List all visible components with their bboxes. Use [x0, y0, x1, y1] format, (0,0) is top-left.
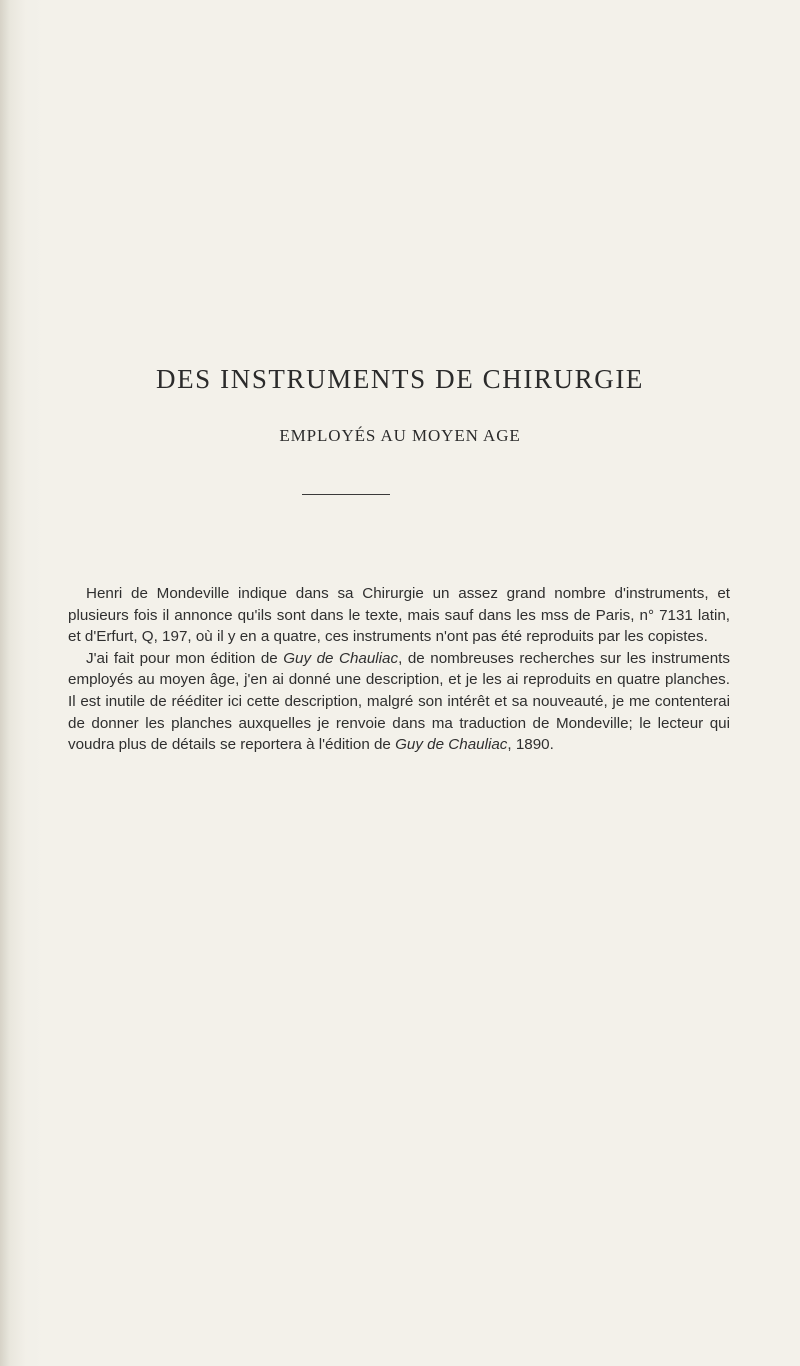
paragraph-2-text-c: , 1890.: [507, 736, 554, 754]
book-title-guy-de-chauliac-2: Guy de Chauliac: [395, 736, 508, 754]
page-subtitle: EMPLOYÉS AU MOYEN AGE: [279, 426, 521, 445]
body-text: [68, 583, 730, 756]
page-title: DES INSTRUMENTS DE CHIRURGIE: [155, 364, 645, 394]
paragraph-1: Henri de Mondeville indique dans sa Chirurgie un assez grand nombre d'instruments, et plusieurs fois il annonce qu'ils sont dans le texte, mais sauf dans les mss de Paris, n° 7131 latin, et d'Erfurt, Q, 197, où il y en a quatre, ces instruments n'ont pas été reproduits par les copistes.: [68, 585, 730, 646]
paragraph-2-text-b: , de nombreuses recherches sur les instruments employés au moyen âge, j'en ai donné une description, et je les ai reproduits en quatre planches. Il est inutile de rééditer ici cette description, malgré son intérêt et sa nouveauté, je me contenterai de donner les planches auxquelles je renvoie dans ma traduction de Mondeville; le lecteur qui voudra plus de détails se reportera à l'édition de: [68, 649, 730, 754]
title-divider: [302, 494, 390, 495]
paragraph-2-text-a: J'ai fait pour mon édition de: [86, 649, 284, 667]
book-title-guy-de-chauliac: Guy de Chauliac: [283, 649, 399, 667]
paragraph-2: [68, 648, 730, 756]
